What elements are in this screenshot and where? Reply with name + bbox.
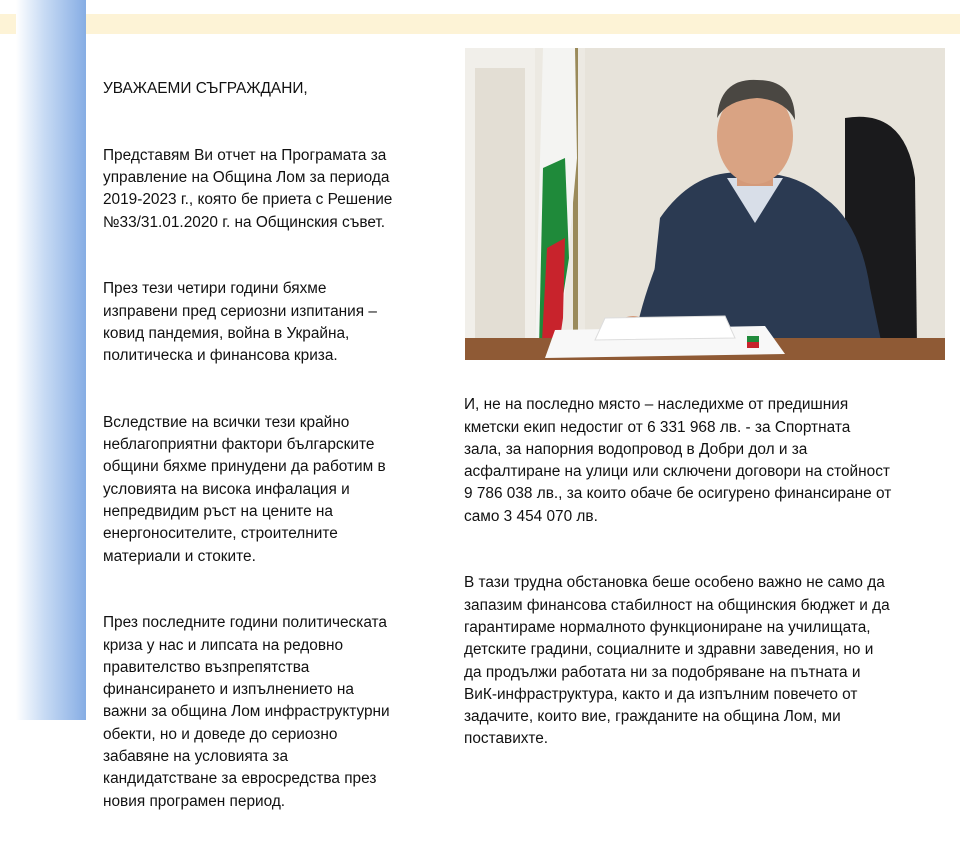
right-text-column	[464, 372, 940, 795]
paragraph-stability: В тази трудна обстановка беше особено важно не само да запазим финансова стабилност на общинския бюджет и да гарантираме нормалното функциониране на училищата, детските градини, социалните и здравни заведения, но и да продължи работата ни за подобряване на пътната и ВиК-инфраструктура, както и да изпълним повечето от задачите, които вие, гражданите на община Лом, ми поставихте.	[464, 574, 890, 748]
decorative-top-band	[86, 14, 960, 34]
paragraph-challenges: През тези четири години бяхме изправени пред сериозни изпитания – ковид пандемия, война в Украйна, политическа и финансова криза.	[103, 280, 377, 365]
decorative-side-bar	[16, 0, 86, 720]
mayor-photo	[465, 48, 945, 360]
decorative-top-band-left	[0, 14, 16, 34]
paragraph-report-intro: Представям Ви отчет на Програмата за управление на Община Лом за периода 2019-2023 г., която бе приета с Решение №33/31.01.2020 г. на Общинския съвет.	[103, 146, 393, 231]
paragraph-inherited-deficit: И, не на последно място – наследихме от предишния кметски екип недостиг от 6 331 968 лв. - за Спортната зала, за напорния водопровод в Добри дол и за асфалтиране на улици или сключени договори на стойност 9 786 038 лв., за които обаче бе осигурено финансиране от само 3 454 070 лв.	[464, 396, 892, 525]
paragraph-inflation: Вследствие на всички тези крайно неблагоприятни фактори българските общини бяхме принудени да работим в условията на висока инфалация и непредвидим ръст на цените на енергоносителите, строителните материали и стоките.	[103, 413, 386, 565]
paragraph-political-crisis: През последните години политическата криза у нас и липсата на редовно правителство възпрепятства финансирането и изпълнението на важни за община Лом инфраструктурни обекти, но и доведе до сериозно забавяне на условията за кандидатстване за евросредства през новия програмен период.	[103, 614, 390, 810]
greeting-heading: УВАЖАЕМИ СЪГРАЖДАНИ,	[103, 80, 308, 98]
left-text-column	[103, 56, 443, 857]
